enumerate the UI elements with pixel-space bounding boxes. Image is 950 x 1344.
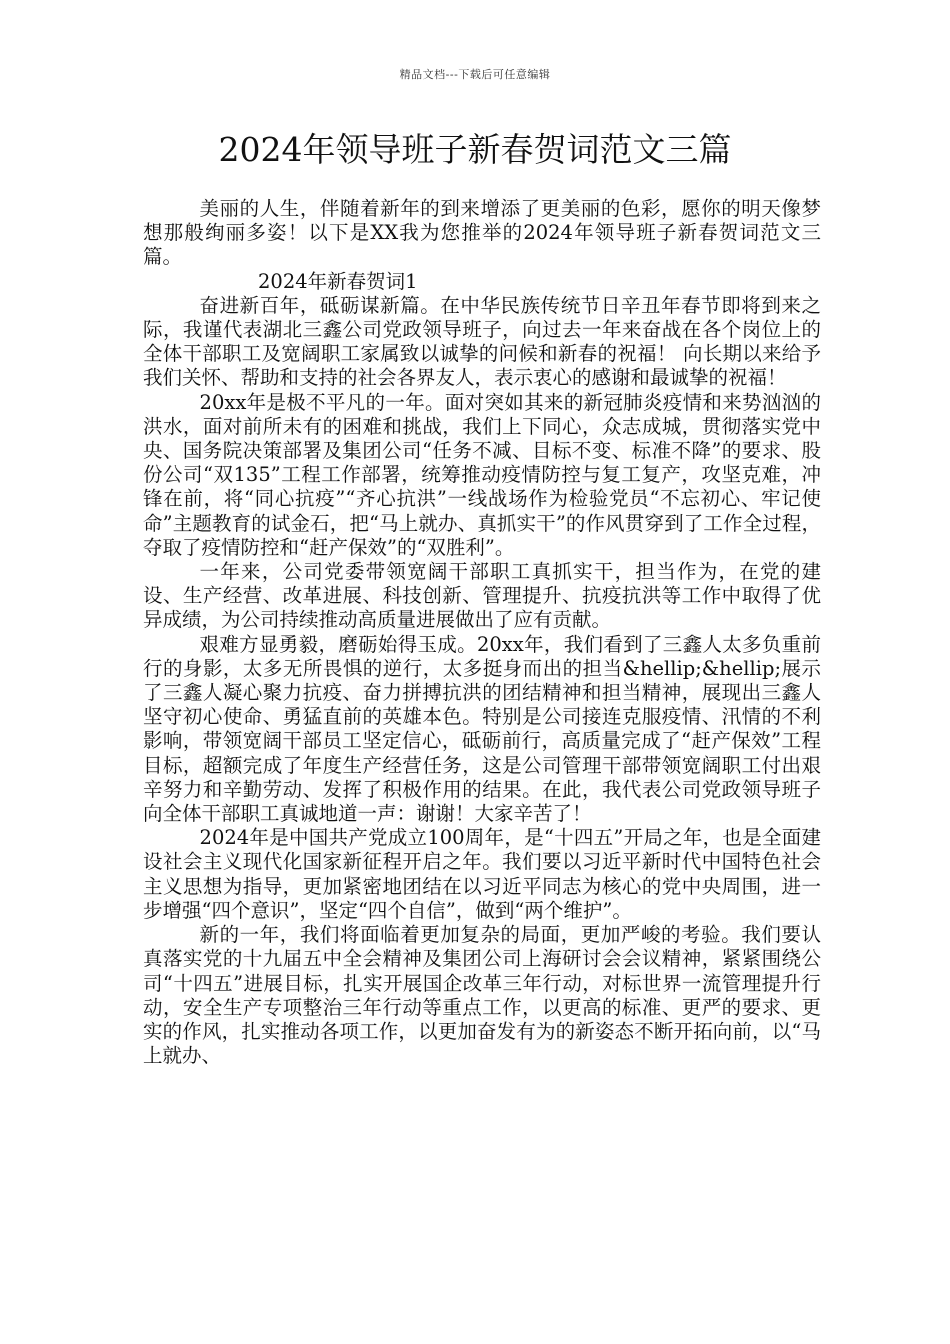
intro-paragraph: 美丽的人生，伴随着新年的到来增添了更美丽的色彩，愿你的明天像梦想那般绚丽多姿！以下是XX我为您推举的2024年领导班子新春贺词范文三篇。 xyxy=(143,197,821,269)
section-heading: 2024年新春贺词1 xyxy=(258,269,418,293)
body-paragraph: 新的一年，我们将面临着更加复杂的局面，更加严峻的考验。我们要认真落实党的十九届五中全会精神及集团公司上海研讨会会议精神，紧紧围绕公司“十四五”进展目标，扎实开展国企改革三年行动，对标世界一流管理提升行动，安全生产专项整治三年行动等重点工作，以更高的标准、更严的要求、更实的作风，扎实推动各项工作，以更加奋发有为的新姿态不断开拓向前，以“马上就办、 xyxy=(143,923,821,1068)
body-paragraph: 一年来，公司党委带领宽阔干部职工真抓实干，担当作为，在党的建设、生产经营、改革进展、科技创新、管理提升、抗疫抗洪等工作中取得了优异成绩，为公司持续推动高质量进展做出了应有贡献。 xyxy=(143,560,821,632)
document-title: 2024年领导班子新春贺词范文三篇 xyxy=(218,130,732,169)
body-paragraph: 20xx年是极不平凡的一年。面对突如其来的新冠肺炎疫情和来势汹汹的洪水，面对前所未有的困难和挑战，我们上下同心，众志成城，贯彻落实党中央、国务院决策部署及集团公司“任务不减、目标不变、标准不降”的要求、股份公司“双135”工程工作部署，统筹推动疫情防控与复工复产，攻坚克难，冲锋在前，将“同心抗疫”“齐心抗洪”一线战场作为检验党员“不忘初心、牢记使命”主题教育的试金石，把“马上就办、真抓实干”的作风贯穿到了工作全过程，夺取了疫情防控和“赶产保效”的“双胜利”。 xyxy=(143,390,821,559)
body-paragraph: 2024年是中国共产党成立100周年，是“十四五”开局之年，也是全面建设社会主义现代化国家新征程开启之年。我们要以习近平新时代中国特色社会主义思想为指导，更加紧密地团结在以习近平同志为核心的党中央周围，进一步增强“四个意识”，坚定“四个自信”，做到“两个维护”。 xyxy=(143,826,821,922)
document-body xyxy=(143,197,821,1068)
body-paragraph: 艰难方显勇毅，磨砺始得玉成。20xx年，我们看到了三鑫人太多负重前行的身影，太多无所畏惧的逆行，太多挺身而出的担当&hellip;&hellip;展示了三鑫人凝心聚力抗疫、奋力拼搏抗洪的团结精神和担当精神，展现出三鑫人坚守初心使命、勇猛直前的英雄本色。特别是公司接连克服疫情、汛情的不利影响，带领宽阔干部员工坚定信心，砥砺前行，高质量完成了“赶产保效”工程目标，超额完成了年度生产经营任务，这是公司管理干部带领宽阔职工付出艰辛努力和辛勤劳动、发挥了积极作用的结果。在此，我代表公司党政领导班子向全体干部职工真诚地道一声：谢谢！大家辛苦了！ xyxy=(143,632,821,826)
header-note: 精品文档---下载后可任意编辑 xyxy=(399,68,551,81)
body-paragraph: 奋进新百年，砥砺谋新篇。在中华民族传统节日辛丑年春节即将到来之际，我谨代表湖北三鑫公司党政领导班子，向过去一年来奋战在各个岗位上的全体干部职工及宽阔职工家属致以诚挚的问候和新春的祝福！ 向长期以来给予我们关怀、帮助和支持的社会各界友人，表示衷心的感谢和最诚挚的祝福！ xyxy=(143,293,821,390)
